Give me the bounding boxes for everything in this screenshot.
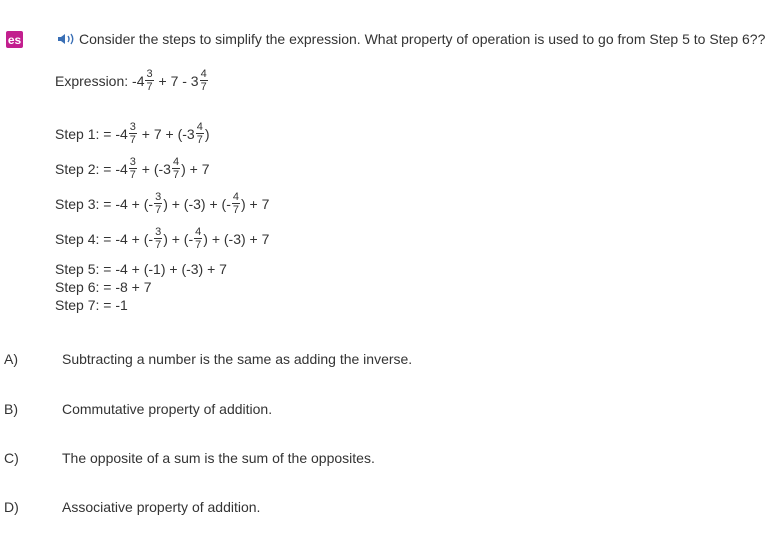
- option-b-text[interactable]: Commutative property of addition.: [62, 401, 273, 417]
- step-4: Step 4: = -4 + (- $\frac{3}{7}$ ) + (- $\frac{4}{7}$ ) + (-3) + 7: [55, 226, 270, 251]
- spanish-toggle-button[interactable]: es: [7, 32, 22, 47]
- question-text: Consider the steps to simplify the expression. What property of operation is used to go from Step 5 to Step 6??: [79, 31, 766, 47]
- option-c-text[interactable]: The opposite of a sum is the sum of the opposites.: [62, 450, 375, 466]
- option-d-letter[interactable]: D): [4, 499, 19, 515]
- fraction: $\frac{3}{7}$: [155, 226, 162, 251]
- fraction: $\frac{4}{7}$: [172, 156, 180, 181]
- step-2: Step 2: = -4 $\frac{3}{7}$ + (-3 $\frac{4}{7}$ ) + 7: [55, 156, 210, 181]
- option-a-text[interactable]: Subtracting a number is the same as adding the inverse.: [62, 351, 413, 367]
- step-6: Step 6: = -8 + 7: [55, 279, 152, 295]
- fraction: $\frac{3}{7}$: [129, 121, 136, 146]
- fraction: $\frac{3}{7}$: [146, 68, 153, 93]
- expression-line: [55, 68, 209, 93]
- step-3: Step 3: = -4 + (- $\frac{3}{7}$ ) + (-3) + (- $\frac{4}{7}$ ) + 7: [55, 191, 270, 216]
- option-c-letter[interactable]: C): [4, 450, 19, 466]
- step-1: Step 1: = -4 $\frac{3}{7}$ + 7 + (-3 $\frac{4}{7}$ ): [55, 121, 210, 146]
- speaker-icon[interactable]: [57, 32, 77, 46]
- option-b-letter[interactable]: B): [4, 401, 18, 417]
- option-d-text[interactable]: Associative property of addition.: [62, 499, 261, 515]
- fraction: $\frac{4}{7}$: [196, 121, 203, 146]
- step-5: Step 5: = -4 + (-1) + (-3) + 7: [55, 261, 227, 277]
- expression-label: Expression: -4: [55, 72, 145, 89]
- fraction: $\frac{3}{7}$: [129, 156, 136, 181]
- fraction: $\frac{3}{7}$: [155, 191, 162, 216]
- fraction: $\frac{4}{7}$: [195, 226, 202, 251]
- fraction: $\frac{4}{7}$: [200, 68, 207, 93]
- question-prompt: [57, 31, 765, 47]
- option-a-letter[interactable]: A): [4, 351, 18, 367]
- fraction: $\frac{4}{7}$: [232, 191, 239, 216]
- step-7: Step 7: = -1: [55, 297, 128, 313]
- expression-middle: + 7 - 3: [154, 72, 199, 89]
